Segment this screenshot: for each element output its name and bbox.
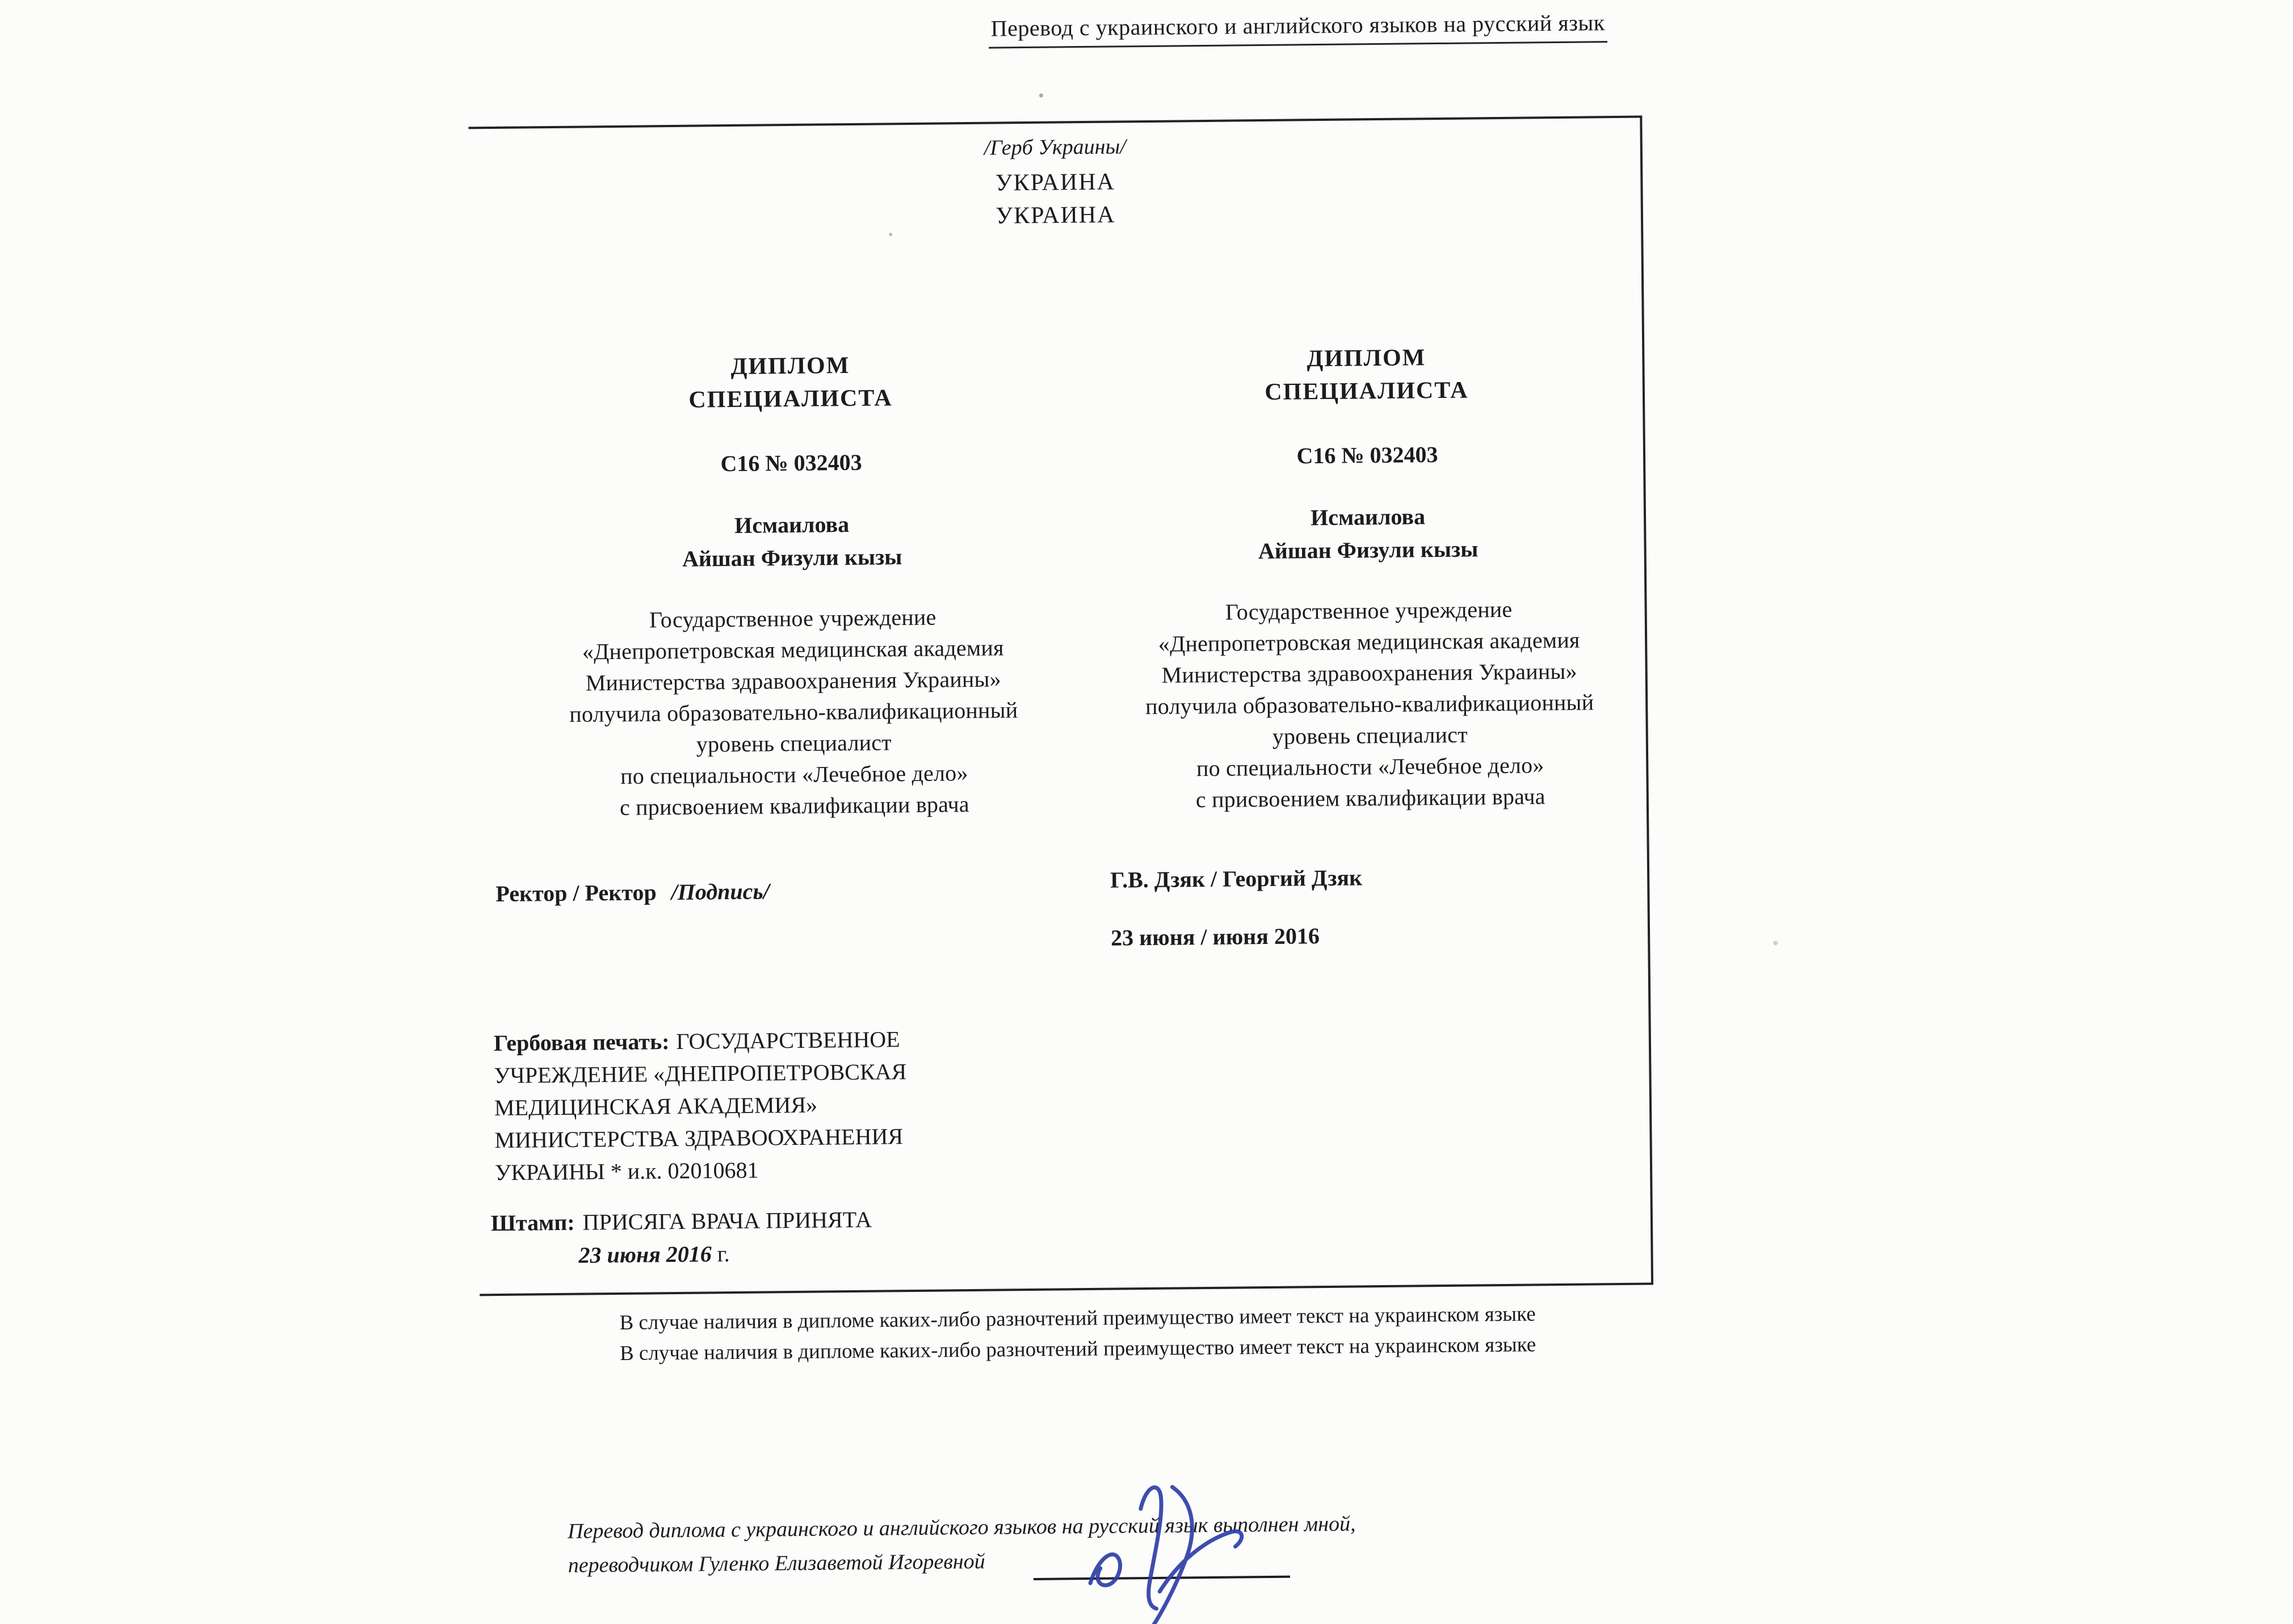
body-line: получила образовательно-квалификационный — [1145, 689, 1594, 720]
body-line: уровень специалист — [1272, 721, 1468, 749]
body-line: «Днепропетровская медицинская академия — [582, 635, 1004, 665]
body-line: получила образовательно-квалификационный — [569, 697, 1018, 727]
body-line: по специальности «Лечебное дело» — [620, 760, 968, 789]
page-title-text: Перевод с украинского и английского языков на русский язык — [988, 10, 1607, 48]
holder-name-line: Исмаилова — [1310, 503, 1426, 531]
holder-name-left — [480, 506, 1104, 578]
translator-statement-line: Перевод диплома с украинского и английского языков на русский язык выполнен мной, — [567, 1512, 1356, 1543]
translator-signature — [1073, 1470, 1262, 1624]
scan-speck — [1039, 94, 1043, 98]
body-line: по специальности «Лечебное дело» — [1196, 752, 1544, 782]
signature-stroke — [1090, 1554, 1120, 1585]
diploma-number-left: С16 № 032403 — [720, 449, 862, 477]
seal-line: УЧРЕЖДЕНИЕ «ДНЕПРОПЕТРОВСКАЯ — [494, 1059, 907, 1089]
disclaimer-line: В случае наличия в дипломе каких-либо разночтений преимущество имеет текст на украинском языке — [619, 1333, 1536, 1365]
stamp-text: ПРИСЯГА ВРАЧА ПРИНЯТА — [582, 1206, 872, 1235]
diploma-number-right: С16 № 032403 — [1296, 442, 1438, 469]
body-line: Министерства здравоохранения Украины» — [1161, 658, 1577, 688]
country-line: УКРАИНА — [996, 202, 1116, 229]
seal-text: ГОСУДАРСТВЕННОЕ — [676, 1026, 900, 1054]
stamp-date-row — [578, 1240, 730, 1269]
issue-date-row: 23 июня / июня 2016 — [1110, 923, 1320, 951]
diploma-title-line: ДИПЛОМ — [1307, 345, 1426, 372]
holder-name-line: Айшан Физули кызы — [682, 544, 902, 572]
holder-name-right — [1056, 498, 1681, 570]
diploma-title-line: СПЕЦИАЛИСТА — [1265, 377, 1469, 405]
rector-signature-row — [495, 878, 770, 907]
rector-label: Ректор / Ректор — [495, 879, 657, 907]
seal-line: УКРАИНЫ * и.к. 02010681 — [494, 1157, 759, 1186]
diploma-title-line: ДИПЛОМ — [730, 352, 850, 380]
coat-of-arms-note: /Герб Украины/ — [984, 135, 1126, 160]
body-line: Государственное учреждение — [1225, 596, 1513, 625]
signature-placeholder-note: /Подпись/ — [671, 878, 770, 905]
holder-name-line: Исмаилова — [734, 511, 850, 538]
stamp-date: 23 июня 2016 — [578, 1241, 712, 1268]
body-line: Министерства здравоохранения Украины» — [585, 666, 1002, 696]
stamp-description-row — [491, 1206, 872, 1236]
disclaimer-line: В случае наличия в дипломе каких-либо разночтений преимущество имеет текст на украинском языке — [619, 1302, 1536, 1335]
diploma-title-right — [1054, 339, 1679, 411]
stamp-label: Штамп: — [490, 1209, 575, 1236]
holder-name-line: Айшан Физули кызы — [1258, 536, 1479, 564]
seal-line: МИНИСТЕРСТВА ЗДРАВООХРАНЕНИЯ — [494, 1123, 904, 1153]
diploma-body-left — [480, 600, 1107, 825]
scan-speck — [1773, 941, 1778, 945]
page-title — [889, 8, 1707, 43]
signature-stroke — [1159, 1531, 1242, 1592]
body-line: уровень специалист — [696, 729, 892, 757]
body-line: с присвоением квалификации врача — [1195, 783, 1546, 813]
body-line: с присвоением квалификации врача — [619, 791, 969, 820]
diploma-title-line: СПЕЦИАЛИСТА — [688, 385, 893, 413]
seal-line: МЕДИЦИНСКАЯ АКАДЕМИЯ» — [494, 1092, 818, 1121]
diploma-body-right — [1056, 592, 1683, 817]
body-line: Государственное учреждение — [649, 604, 936, 633]
country-line: УКРАИНА — [995, 169, 1116, 196]
diploma-title-left — [478, 347, 1103, 419]
rector-names-row: Г.В. Дзяк / Георгий Дзяк — [1110, 865, 1363, 893]
seal-description-block — [494, 1021, 1074, 1189]
stamp-date-suffix: г. — [717, 1241, 730, 1267]
scan-speck — [889, 233, 892, 236]
translator-statement-line: переводчиком Гуленко Елизаветой Игоревной — [568, 1549, 985, 1577]
body-line: «Днепропетровская медицинская академия — [1158, 627, 1580, 657]
seal-line — [494, 1021, 1073, 1059]
seal-label: Гербовая печать: — [493, 1029, 670, 1056]
